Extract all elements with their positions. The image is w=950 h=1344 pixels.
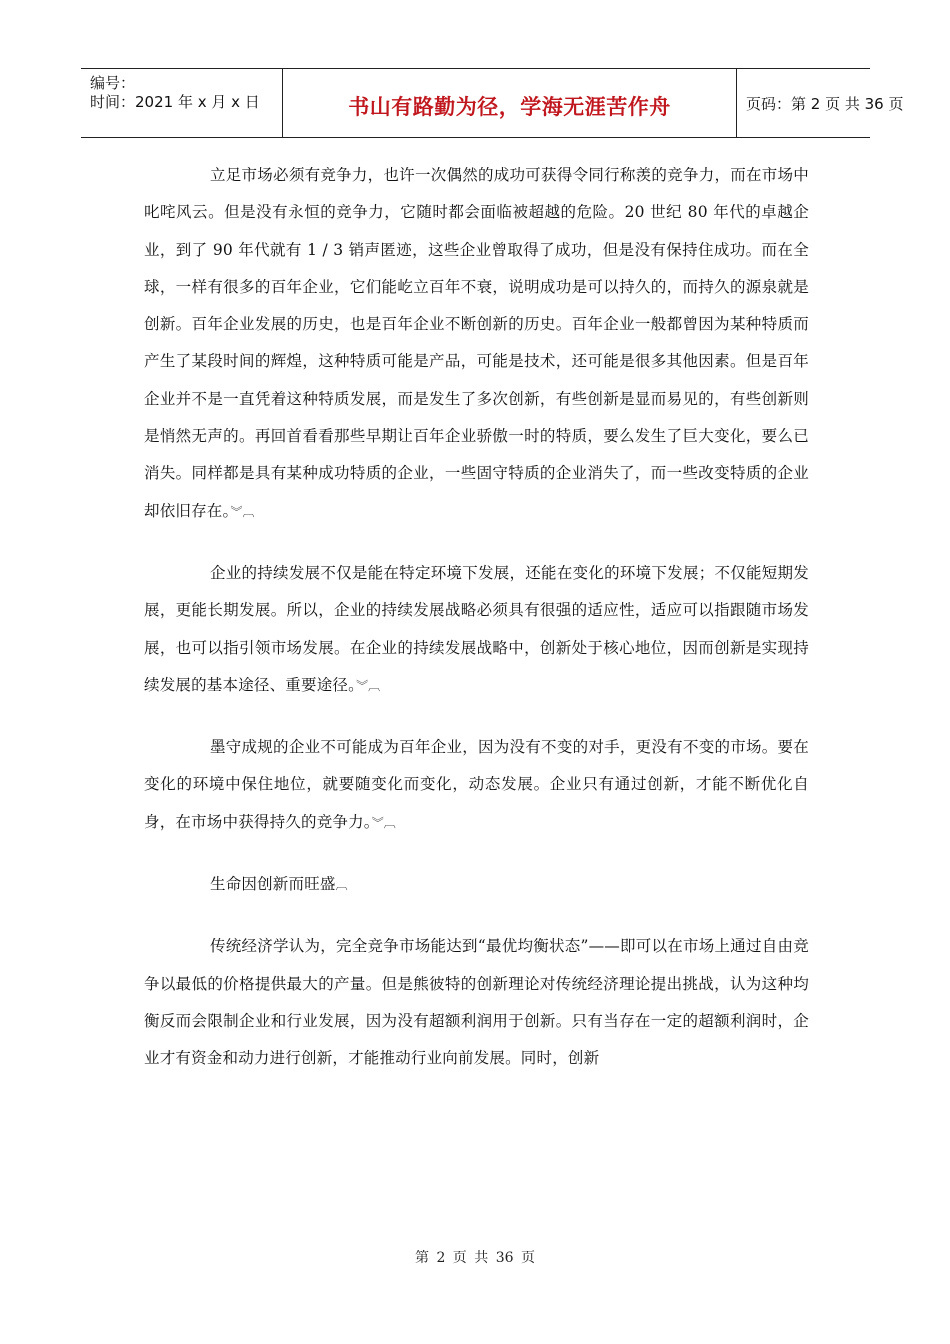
heading-text: 生命因创新而旺盛	[210, 875, 336, 894]
document-number-label: 编号：	[90, 74, 136, 92]
paragraph-end-mark: ︾︹	[371, 815, 396, 830]
document-header	[81, 68, 904, 138]
paragraph-text: 墨守成规的企业不可能成为百年企业，因为没有不变的对手，更没有不变的市场。要在变化的环境中保住地位，就要随变化而变化，动态发展。企业只有通过创新，才能不断优化自身，在市场中获得持久的竞争力。	[144, 738, 809, 831]
document-date: 时间：2021 年 x 月 x 日	[90, 93, 260, 111]
header-motto: 书山有路勤为径，学海无涯苦作舟	[348, 95, 671, 119]
paragraph-text: 企业的持续发展不仅是能在特定环境下发展，还能在变化的环境下发展；不仅能短期发展，更能长期发展。所以，企业的持续发展战略必须具有很强的适应性，适应可以指跟随市场发展，也可以指引领市场发展。在企业的持续发展战略中，创新处于核心地位，因而创新是实现持续发展的基本途径、重要途径。	[144, 563, 809, 694]
paragraph	[144, 729, 809, 842]
header-right-cell	[737, 69, 904, 137]
header-middle-cell	[283, 69, 737, 137]
header-page-info: 页码：第 2 页 共 36 页	[746, 95, 904, 113]
paragraph-end-mark: ︹	[335, 878, 348, 893]
paragraph	[144, 555, 809, 705]
page-footer: 第 2 页 共 36 页	[415, 1250, 535, 1266]
paragraph	[144, 157, 809, 531]
paragraph	[144, 928, 809, 1077]
section-heading	[144, 866, 809, 904]
paragraph-text: 立足市场必须有竞争力，也许一次偶然的成功可获得令同行称羡的竞争力，而在市场中叱咤风云。但是没有永恒的竞争力，它随时都会面临被超越的危险。20 世纪 80 年代的卓越企业，到了 90 年代就有 1 / 3 销声匿迹，这些企业曾取得了成功，但是没有保持住成功。而在全球，一样有很多的百年企业，它们能屹立百年不衰，说明成功是可以持久的，而持久的源泉就是创新。百年企业发展的历史，也是百年企业不断创新的历史。百年企业一般都曾因为某种特质而产生了某段时间的辉煌，这种特质可能是产品，可能是技术，还可能是很多其他因素。但是百年企业并不是一直凭着这种特质发展，而是发生了多次创新，有些创新是显而易见的，有些创新则是悄然无声的。再回首看看那些早期让百年企业骄傲一时的特质，要么发生了巨大变化，要么已消失。同样都是具有某种成功特质的企业，一些固守特质的企业消失了，而一些改变特质的企业却依旧存在。	[144, 166, 809, 520]
paragraph-text: 传统经济学认为，完全竞争市场能达到“最优均衡状态”——即可以在市场上通过自由竞争以最低的价格提供最大的产量。但是熊彼特的创新理论对传统经济理论提出挑战，认为这种均衡反而会限制企业和行业发展，因为没有超额利润用于创新。只有当存在一定的超额利润时，企业才有资金和动力进行创新，才能推动行业向前发展。同时，创新	[144, 937, 809, 1068]
paragraph-end-mark: ︾︹	[230, 504, 255, 519]
paragraph-end-mark: ︾︹	[356, 678, 381, 693]
header-left-cell	[81, 69, 283, 137]
document-body	[144, 157, 809, 1102]
